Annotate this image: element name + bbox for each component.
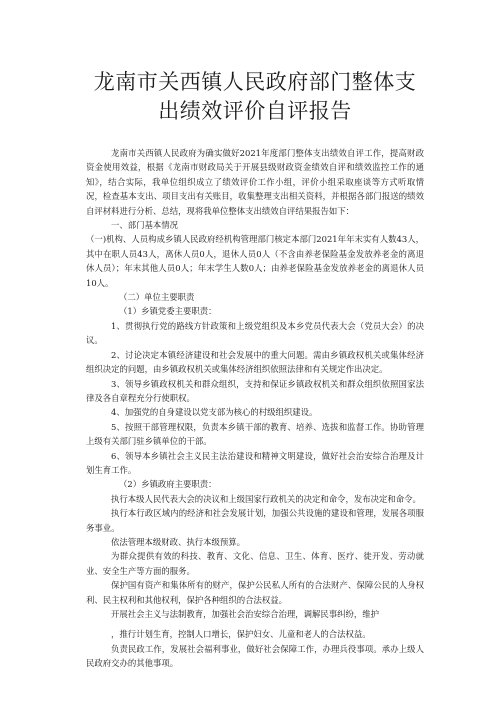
list-item: 依法管理本级财政、执行本级预算。 — [111, 536, 245, 547]
list-item: ，推行计划生育，控制人口增长，保护妇女、儿童和老人的合法权益。 — [111, 629, 371, 640]
staff-paragraph: （一)机构、人员构成乡镇人民政府经机构管理部门核定本部门2021年年末实有人数43人，其中在职人员43人，离休人员0人，退休人员0人（不含由养老保险基金发放养老金的离退休人员）；年末其他人员0人；年末学生人数0人；由养老保险基金发放养老金的离退休人员10人。 — [86, 234, 424, 288]
subheading-party-duties: （1）乡镇党委主要职责： — [119, 306, 217, 317]
list-item: 6、领导本乡镇社会主义民主法治建设和精神文明建设，做好社会治安综合治理及计划生育工作。 — [86, 450, 424, 475]
document-title: 龙南市关西镇人民政府部门整体支出绩效评价自评报告 — [93, 70, 417, 123]
section-heading-duties: （二）单位主要职责 — [119, 292, 195, 303]
list-item: 执行本级人民代表大会的决议和上级国家行政机关的决定和命令，发布决定和命令。 — [111, 493, 421, 504]
list-item: 开展社会主义与法制教育，加强社会治安综合治理，调解民事纠纷，维护 — [111, 609, 379, 619]
intro-paragraph: 龙南市关西镇人民政府为确实做好2021年度部门整体支出绩效自评工作，提高财政资金使用效益，根据《龙南市财政局关于开展县级财政资金绩效自评和绩效监控工作的通知》，结合实际，我单位组织成立了绩效评价工作小组，评价小组采取座谈等方式听取情况，检查基本支出、项目支出有关账目，收集整理支出相关资料，并根据各部门报送的绩效自评材料进行分析、总结，现将我单位整体支出绩效自评结果报告如下： — [86, 148, 424, 216]
list-item: 保护国有资产和集体所有的财产，保护公民私人所有的合法财产、保障公民的人身权利、民主权利和其他权利，保护各种组织的合法权益。 — [86, 580, 424, 605]
list-item: 2、讨论决定本镇经济建设和社会发展中的重大问题。需由乡镇政权机关或集体经济组织决定的问题，由乡镇政权机关或集体经济组织依照法律和有关规定作出决定。 — [86, 349, 424, 375]
list-item: 4、加强党的自身建设以党支部为核心的村级组织建设。 — [111, 407, 318, 418]
list-item: 1、贯彻执行党的路线方针政策和上级党组织及本乡党员代表大会（党员大会）的决议。 — [86, 320, 424, 346]
list-item: 执行本行政区域内的经济和社会发展计划，加强公共设施的建设和管理，发展各项服务事业。 — [86, 508, 424, 533]
list-item: 5、按照干部管理权限，负责本乡镇干部的教育、培养、选拔和监督工作。协助管理上级有关部门驻乡镇单位的干部。 — [86, 421, 424, 447]
list-item: 3、领导乡镇政权机关和群众组织，支持和保证乡镇政权机关和群众组织依照国家法律及各自章程充分行使职权。 — [86, 378, 424, 403]
list-item: 负责民政工作，发展社会福利事业，做好社会保障工作，办理兵役事项。承办上级人民政府交办的其他事项。 — [86, 643, 424, 669]
subheading-government-duties: （2）乡镇政府主要职责： — [119, 479, 217, 490]
list-item: 为群众提供有效的科技、教育、文化、信息、卫生、体育、医疗、徙开发、劳动就业、安全生产等方面的服务。 — [86, 551, 424, 576]
document-body — [86, 146, 424, 671]
section-heading-basic-info: 一、部门基本情况 — [111, 220, 178, 231]
